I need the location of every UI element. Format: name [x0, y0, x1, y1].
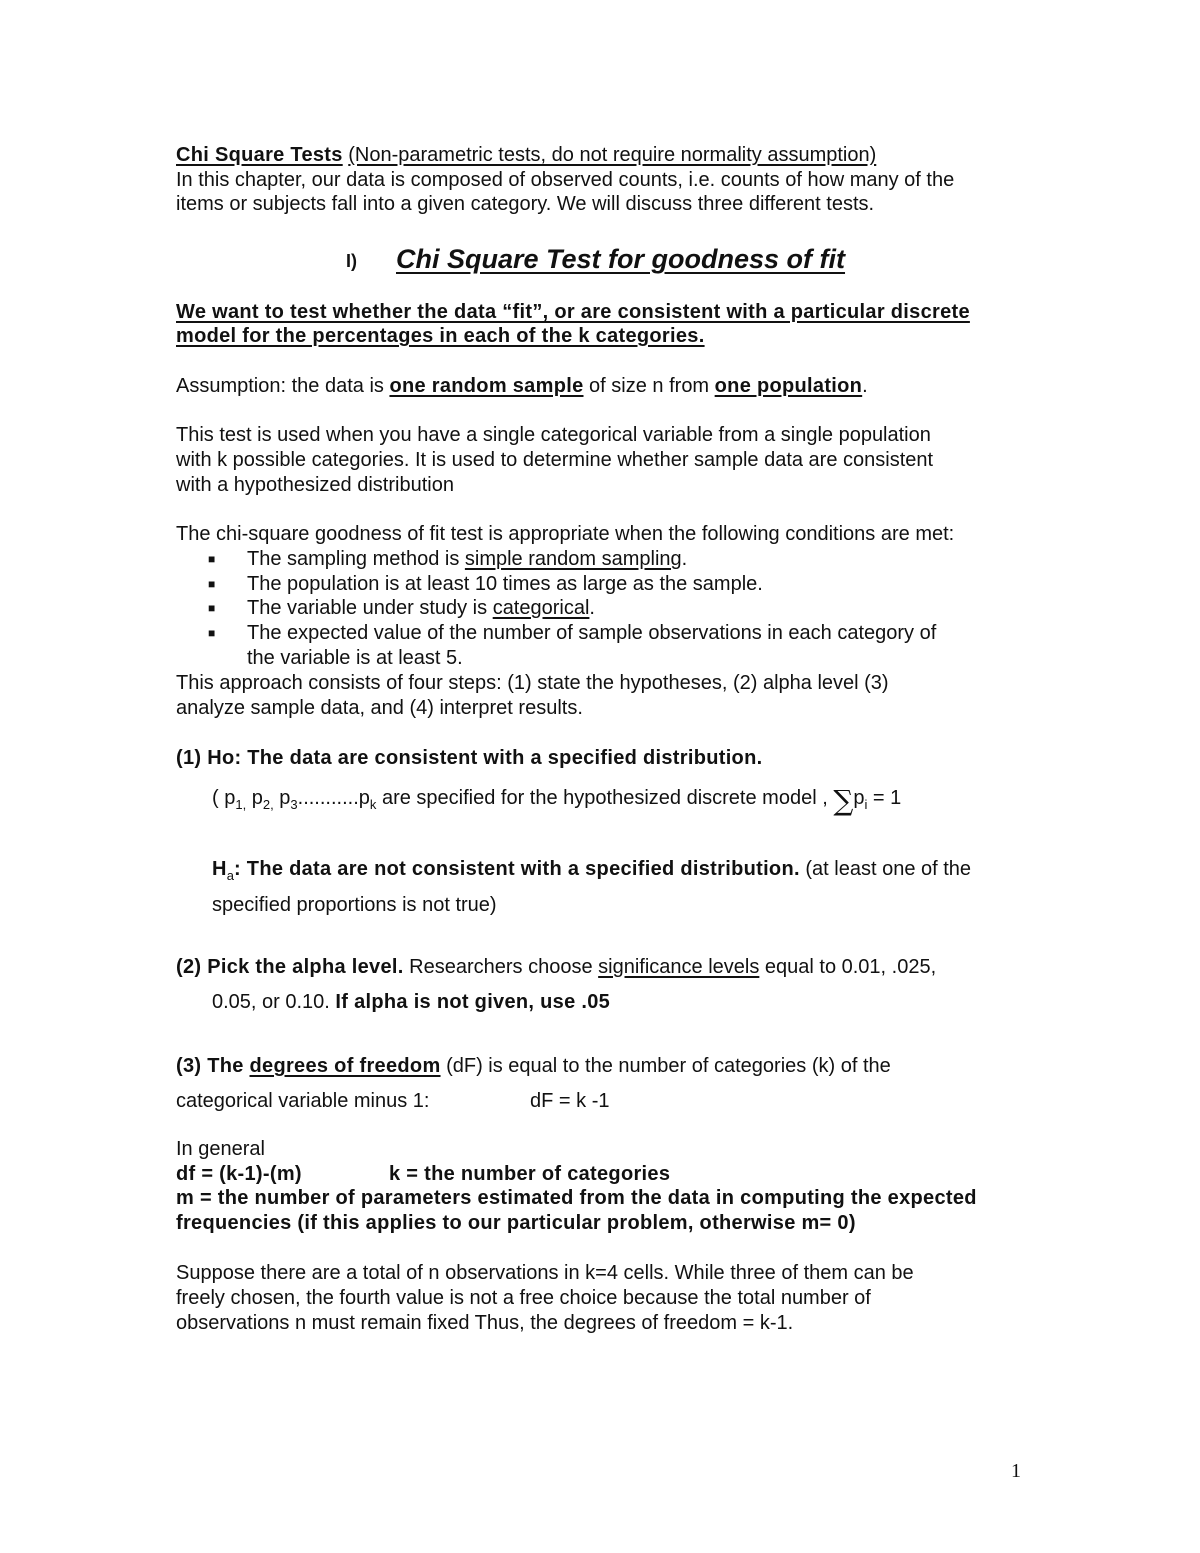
- general-intro: In general: [176, 1138, 265, 1160]
- step3-post: (dF) is equal to the number of categories (k) of the: [440, 1055, 891, 1077]
- title-line: [176, 143, 876, 168]
- ha-bold: : The data are not consistent with a specified distribution.: [233, 858, 800, 880]
- assumption-sample: one random sample: [389, 375, 584, 397]
- conditions-intro: The chi-square goodness of fit test is appropriate when the following conditions are met:: [176, 523, 955, 545]
- assumption-population: one population: [714, 375, 863, 397]
- formula-sub-3: 3: [290, 797, 298, 812]
- ha-rest: (at least one of the: [799, 858, 972, 880]
- usage-line-1: This test is used when you have a single categorical variable from a single population: [176, 424, 931, 446]
- formula-sub-i: i: [864, 797, 868, 812]
- step2-bold: (2) Pick the alpha level.: [176, 956, 404, 978]
- condition-1-end: .: [681, 548, 688, 570]
- assumption-prefix: Assumption: the data is: [176, 375, 390, 397]
- formula-text: are specified for the hypothesized discrete model ,: [376, 787, 834, 809]
- step2-line2-pre: 0.05, or 0.10.: [212, 991, 336, 1013]
- bullet-icon: ■: [208, 626, 216, 640]
- formula-sub-k: k: [369, 797, 377, 812]
- condition-4-line-2: the variable is at least 5.: [247, 647, 463, 669]
- closing-line-1: Suppose there are a total of n observations in k=4 cells. While three of them can be: [176, 1262, 914, 1284]
- condition-3-text: The variable under study is: [247, 597, 493, 619]
- formula-p3: p: [273, 787, 291, 809]
- step1-formula: [212, 786, 901, 817]
- step2-pre: Researchers choose: [403, 956, 599, 978]
- assumption-end: .: [862, 375, 868, 397]
- bullet-icon: ■: [208, 577, 216, 591]
- step1-ho: (1) Ho: The data are consistent with a specified distribution.: [176, 747, 763, 769]
- formula-sub-2: 2,: [262, 797, 274, 812]
- formula-sub-1: 1,: [235, 797, 247, 812]
- bullet-icon: ■: [208, 552, 216, 566]
- general-m-def: m = the number of parameters estimated from the data in computing the expected: [176, 1187, 977, 1209]
- condition-1-link[interactable]: simple random sampling: [464, 548, 682, 570]
- title-subtitle: (Non-parametric tests, do not require normality assumption): [348, 144, 877, 166]
- general-k-def: k = the number of categories: [389, 1163, 671, 1185]
- condition-2: The population is at least 10 times as large as the sample.: [247, 573, 763, 595]
- assumption-mid: of size n from: [583, 375, 715, 397]
- ha-h: H: [212, 858, 227, 880]
- step3-link[interactable]: degrees of freedom: [249, 1055, 441, 1077]
- approach-line-2: analyze sample data, and (4) interpret results.: [176, 697, 583, 719]
- section-heading: Chi Square Test for goodness of fit: [396, 244, 846, 274]
- step3-bold: (3) The: [176, 1055, 250, 1077]
- step1-ha: [212, 857, 971, 888]
- formula-eq: = 1: [867, 787, 902, 809]
- step3-line-1: [176, 1054, 891, 1079]
- condition-1-text: The sampling method is: [247, 548, 465, 570]
- formula-dots: ...........p: [297, 787, 370, 809]
- assumption-line: [176, 374, 868, 399]
- condition-3: [247, 596, 595, 621]
- intro-line-1: In this chapter, our data is composed of observed counts, i.e. counts of how many of the: [176, 169, 955, 191]
- formula-pi: p: [853, 787, 865, 809]
- intro-line-2: items or subjects fall into a given category. We will discuss three different tests.: [176, 193, 875, 215]
- closing-line-2: freely chosen, the fourth value is not a free choice because the total number of: [176, 1287, 871, 1309]
- bullet-icon: ■: [208, 601, 216, 615]
- step3-line-2: categorical variable minus 1:: [176, 1090, 430, 1112]
- step2-post: equal to 0.01, .025,: [759, 956, 937, 978]
- step1-ha-line-2: specified proportions is not true): [212, 894, 497, 916]
- usage-line-3: with a hypothesized distribution: [176, 474, 454, 496]
- condition-1: [247, 547, 687, 572]
- approach-line-1: This approach consists of four steps: (1) state the hypotheses, (2) alpha level (3): [176, 672, 889, 694]
- condition-4-line-1: The expected value of the number of sample observations in each category of: [247, 622, 937, 644]
- condition-3-link[interactable]: categorical: [492, 597, 590, 619]
- title-bold: Chi Square Tests: [176, 144, 343, 166]
- step2-line-2: [212, 990, 610, 1015]
- formula-open: ( p: [212, 787, 236, 809]
- sigma-icon: ∑: [833, 784, 854, 817]
- usage-line-2: with k possible categories. It is used to determine whether sample data are consistent: [176, 449, 934, 471]
- ha-sub: a: [226, 868, 234, 883]
- section-numeral: I): [346, 251, 357, 271]
- step2-line2-bold: If alpha is not given, use .05: [335, 991, 611, 1013]
- page-number: 1: [1011, 1460, 1021, 1482]
- step3-formula: dF = k -1: [530, 1090, 610, 1112]
- general-df: df = (k-1)-(m): [176, 1163, 302, 1185]
- goal-line-1: We want to test whether the data “fit”, or are consistent with a particular discrete: [176, 301, 970, 323]
- step2-link[interactable]: significance levels: [598, 956, 760, 978]
- general-m-def-2: frequencies (if this applies to our particular problem, otherwise m= 0): [176, 1212, 856, 1234]
- goal-line-2: model for the percentages in each of the k categories.: [176, 325, 705, 347]
- closing-line-3: observations n must remain fixed Thus, the degrees of freedom = k-1.: [176, 1312, 794, 1334]
- condition-3-end: .: [589, 597, 595, 619]
- formula-p2: p: [246, 787, 263, 809]
- step2-line-1: [176, 955, 936, 980]
